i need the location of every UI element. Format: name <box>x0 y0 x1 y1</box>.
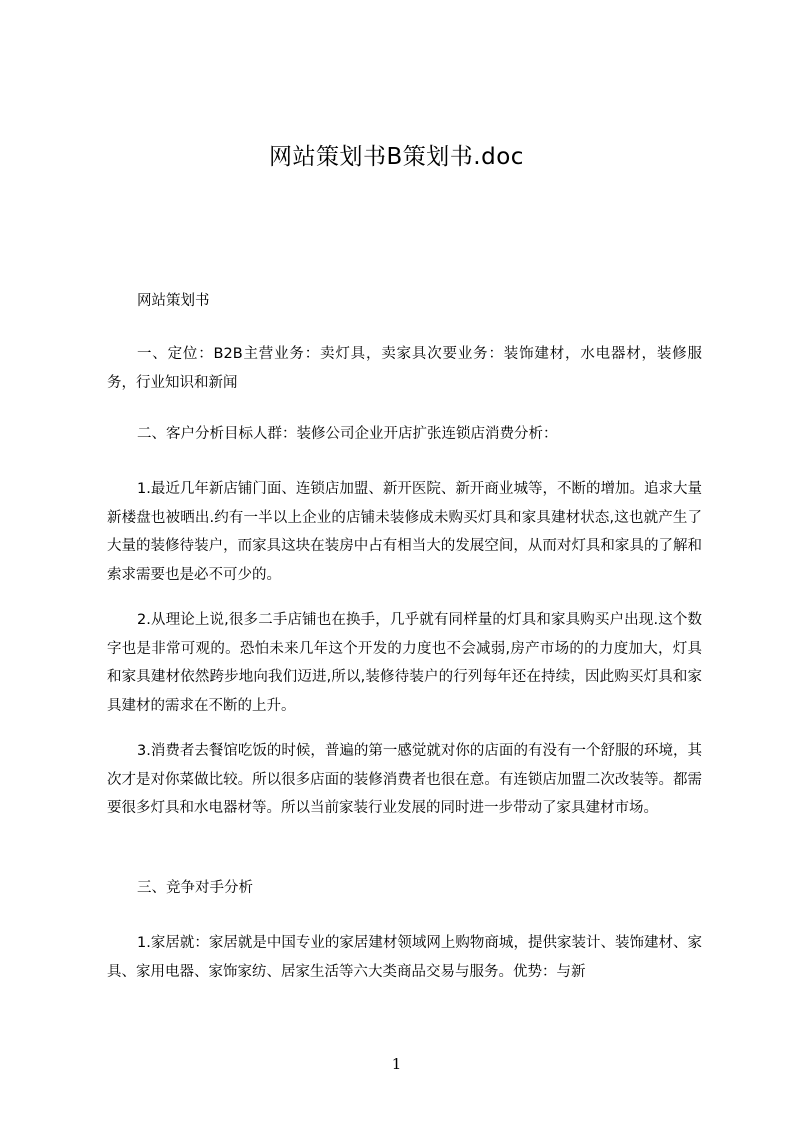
paragraph-competitor-heading: 三、竞争对手分析 <box>137 880 253 896</box>
paragraph-point-1: 1.最近几年新店铺门面、连锁店加盟、新开医院、新开商业城等，不断的增加。追求大量新楼盘也被晒出.约有一半以上企业的店铺未装修成未购买灯具和家具建材状态,这也就产生了大量的装修待装户，而家具这块在装房中占有相当大的发展空间，从而对灯具和家具的了解和索求需要也是必不可少的。 <box>107 481 702 583</box>
page-number: 1 <box>391 1055 402 1073</box>
paragraph-point-2: 2.从理论上说,很多二手店铺也在换手，几乎就有同样量的灯具和家具购买户出现.这个数字也是非常可观的。恐怕未来几年这个开发的力度也不会减弱,房产市场的的力度加大，灯具和家具建材依然跨步地向我们迈进,所以,装修待装户的行列每年还在持续，因此购买灯具和家具建材的需求在不断的上升。 <box>107 612 702 714</box>
document-title: 网站策划书B策划书.doc <box>269 144 524 170</box>
paragraph-point-3: 3.消费者去餐馆吃饭的时候，普遍的第一感觉就对你的店面的有没有一个舒服的环境，其次才是对你菜做比较。所以很多店面的装修消费者也很在意。有连锁店加盟二次改装等。都需要很多灯具和水电器材等。所以当前家装行业发展的同时进一步带动了家具建材市场。 <box>107 743 702 816</box>
paragraph-customer-analysis: 二、客户分析目标人群：装修公司企业开店扩张连锁店消费分析： <box>137 426 558 442</box>
paragraph-positioning: 一、定位：B2B主营业务：卖灯具，卖家具次要业务：装饰建材，水电器材，装修服务，行业知识和新闻 <box>107 346 702 391</box>
paragraph-competitor-1: 1.家居就：家居就是中国专业的家居建材领域网上购物商城，提供家装计、装饰建材、家具、家用电器、家饰家纺、居家生活等六大类商品交易与服务。优势：与新 <box>107 935 702 980</box>
document-subtitle: 网站策划书 <box>137 293 210 309</box>
